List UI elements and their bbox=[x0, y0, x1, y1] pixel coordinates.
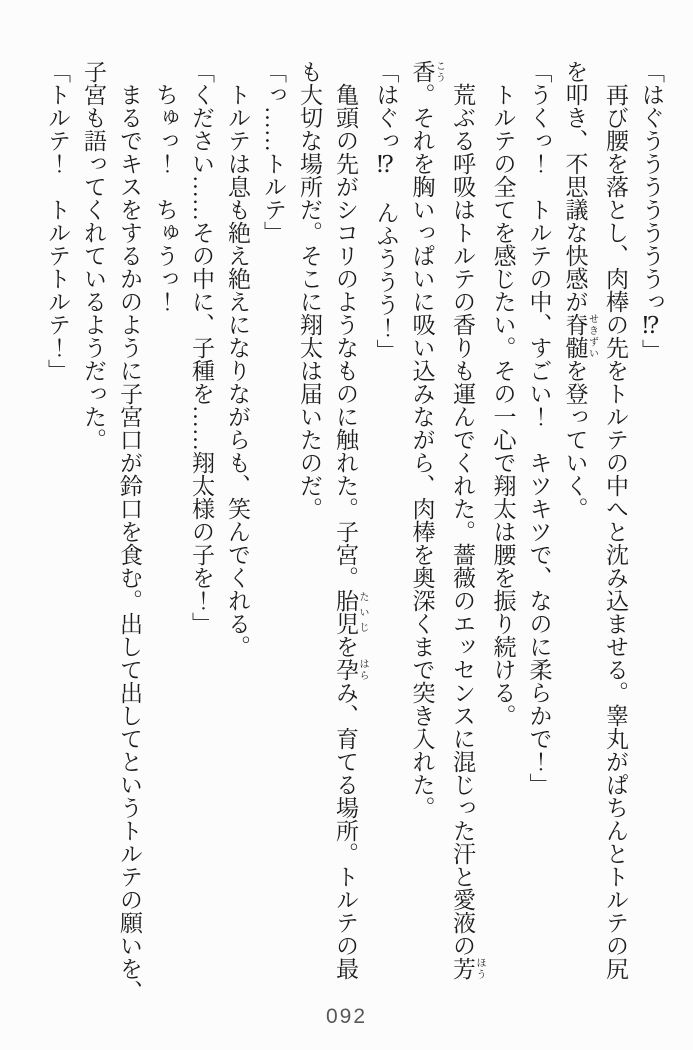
text-column-8: 「はぐっ⁉ んふううう！」 bbox=[373, 60, 399, 362]
text-column-6: 荒ぶる呼吸はトルテの香りも運んでくれた。薔薇のエッセンスに混じった汗と愛液の芳 ほう bbox=[450, 83, 485, 980]
text-column-5: トルテの全てを感じたい。その一心で翔太は腰を振り続ける。 bbox=[490, 83, 516, 727]
text-column-4: 「うくっ！ トルテの中、すごい！ キツキツで、なのに柔らかで！」 bbox=[526, 60, 552, 796]
text-column-12: トルテは息も絶え絶えになりながらも、笑んでくれる。 bbox=[225, 83, 250, 658]
text-column-11: 「っ……トルテ」 bbox=[261, 60, 286, 244]
text-column-13: 「ください……その中に、子種を……翔太様の子を！」 bbox=[189, 60, 214, 635]
text-column-17: 「トルテ！ トルテトルテ！」 bbox=[45, 60, 70, 382]
ruby-annotated-word: 脊髄 せきずい bbox=[562, 313, 598, 359]
text-column-1: 「はぐうううううううっ⁉」 bbox=[639, 60, 664, 362]
ruby-annotated-word: 胎児 たいじ bbox=[333, 589, 368, 635]
text-column-16: 子宮も語ってくれているようだった。 bbox=[81, 60, 106, 451]
page-number: 092 bbox=[325, 1005, 368, 1028]
ruby-annotated-word: 香 こう bbox=[409, 60, 445, 83]
vertical-text-area bbox=[39, 60, 669, 1008]
text-column-7: 香 こう。それを胸いっぱいに吸い込みながら、肉棒を奥深くまで突き入れた。 bbox=[409, 60, 445, 819]
text-column-2: 再び腰を落とし、肉棒の先をトルテの中へと沈み込ませる。睾丸がぱちんとトルテの尻 bbox=[603, 83, 628, 980]
text-column-15: まるでキスをするかのように子宮口が鈴口を食む。出して出してというトルテの願いを、 bbox=[117, 83, 142, 1003]
ruby-annotated-word: 孕 はら bbox=[333, 658, 368, 681]
text-column-9: 亀頭の先がシコリのようなものに触れた。子宮。胎児 たいじを孕 はらみ、育てる場所。トルテの最 bbox=[333, 83, 368, 980]
text-column-14: ちゅっ！ ちゅうっ！ bbox=[153, 83, 178, 313]
text-column-10: も大切な場所だ。そこに翔太は届いたのだ。 bbox=[297, 60, 322, 520]
ruby-annotated-word: 芳 ほう bbox=[450, 957, 485, 980]
text-column-3: を叩き、不思議な快感が脊髄 せきずいを登っていく。 bbox=[562, 60, 598, 520]
